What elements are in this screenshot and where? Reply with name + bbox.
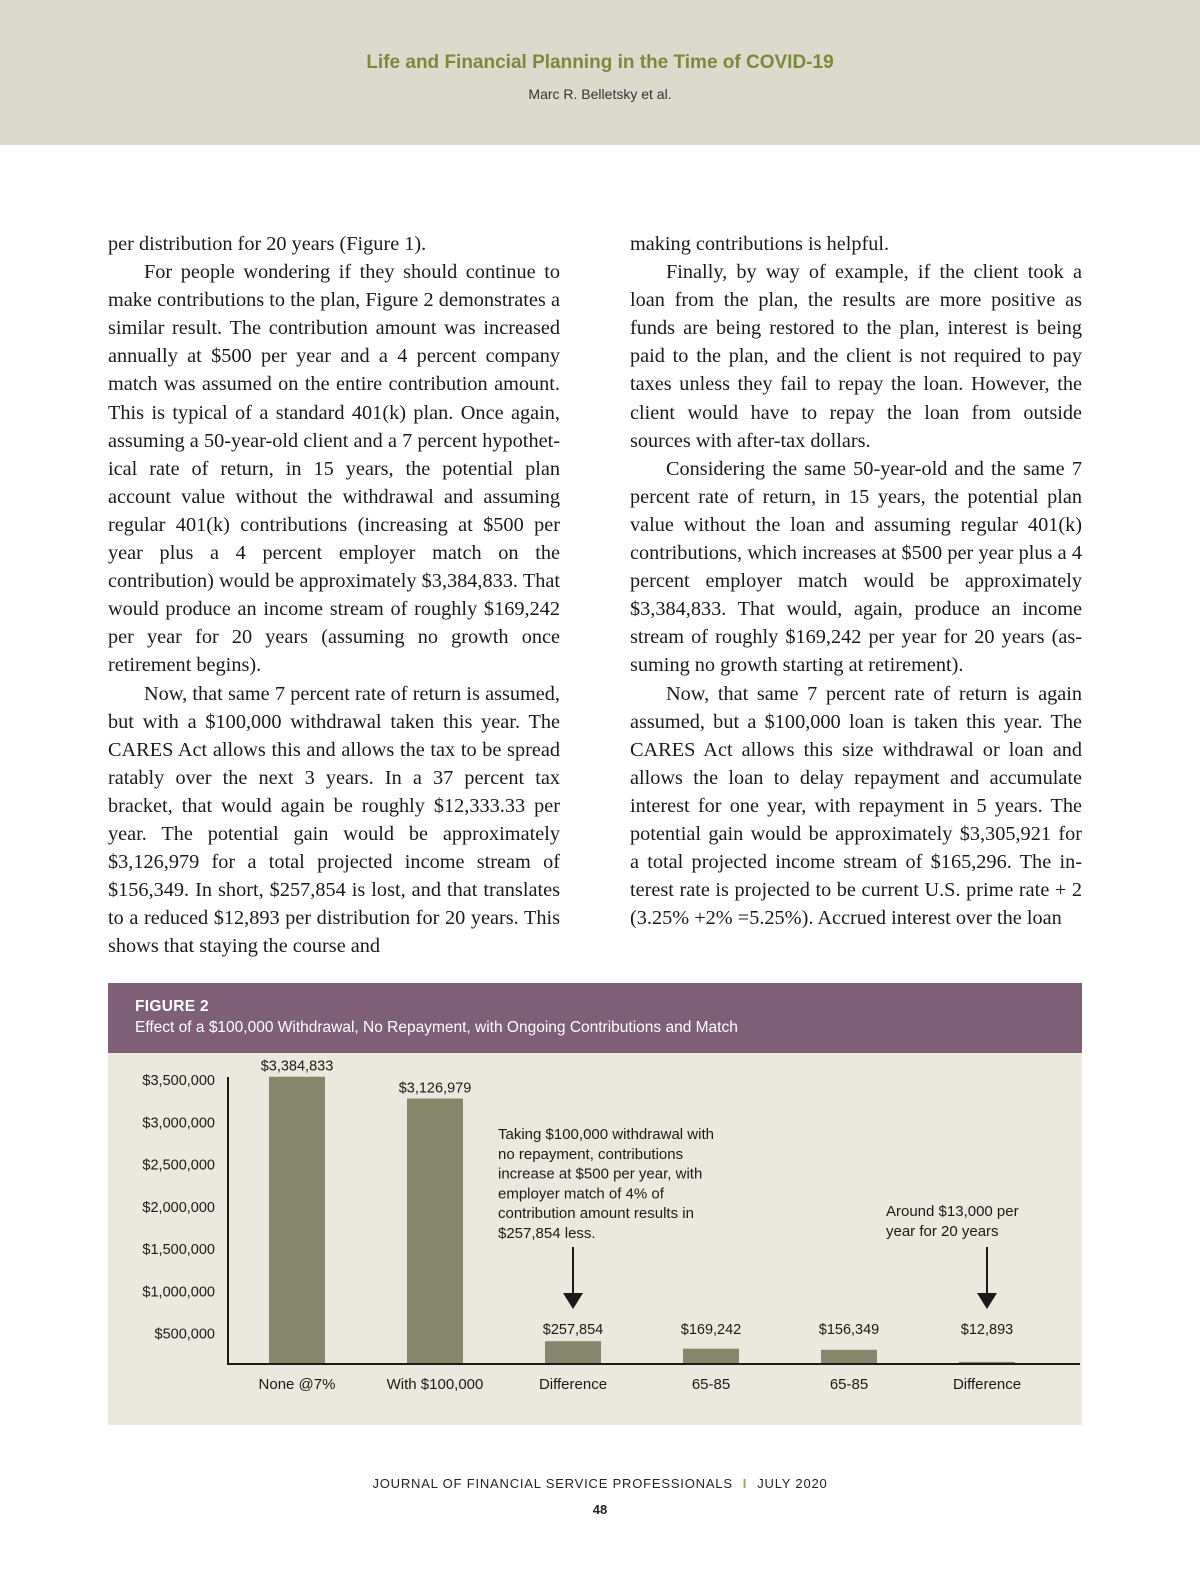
y-tick-label: $500,000 (154, 1326, 215, 1343)
figure-2 (108, 983, 1082, 1425)
bar (545, 1341, 601, 1363)
bar-chart (108, 983, 1082, 1425)
footer-separator: I (742, 1476, 748, 1491)
paragraph: Now, that same 7 percent rate of return is again assumed, but a $100,000 loan is taken this year. The CARES Act allows this size withdrawal or loan and allows the loan to delay repayment and accumulate interest for one year, with repayment in 5 years. The potential gain would be approximately $3,305,921 for a total projected income stream of $165,296. The interest rate is projected to be current U.S. prime rate + 2 (3.25% +2% =5.25%). Accrued interest over the loan (630, 682, 1082, 930)
paragraph: per distribution for 20 years (Figure 1). (108, 233, 427, 255)
y-tick-label: $3,500,000 (142, 1073, 215, 1089)
data-label: $169,242 (680, 1322, 742, 1338)
data-label: $156,349 (818, 1322, 880, 1338)
y-tick-label: $2,500,000 (142, 1157, 215, 1174)
running-authors: Marc R. Belletsky et al. (528, 86, 672, 102)
annotation-text: Around $13,000 per year for 20 years (886, 1203, 1019, 1240)
x-tick-label: With $100,000 (386, 1376, 484, 1393)
page-number: 48 (592, 1502, 608, 1517)
x-tick-label: Difference (538, 1376, 608, 1393)
paragraph: Finally, by way of example, if the client took a loan from the plan, the results are more positive as funds are being restored to the plan, interest is being paid to the plan, and the client is not required to pay taxes unless they fail to repay the loan. However, the client would have to repay the loan from outside sources with after-tax dollars. (630, 261, 1082, 452)
paragraph: Considering the same 50-year-old and the same 7 percent rate of return, in 15 years, the potential plan value without the loan and assuming regular 401(k) contributions, which increases at $500 per year plus a 4 percent employer match would be approximately $3,384,833. That would, again, produce an income stream of roughly $169,242 per year for 20 years (assuming no growth starting at retirement). (630, 457, 1082, 677)
data-label: $12,893 (960, 1322, 1014, 1338)
x-tick-label: 65-85 (691, 1376, 731, 1393)
footer-journal (0, 1476, 1200, 1491)
paragraph: Now, that same 7 percent rate of return is assumed, but with a $100,000 withdrawal taken this year. The CARES Act allows this and allows the tax to be spread ratably over the next 3 years. In a 37 percent tax bracket, that would again be roughly $12,333.33 per year. The potential gain would be approximately $3,126,979 for a total projected income stream of $156,349. In short, $257,854 is lost, and that translates to a reduced $12,893 per distribution for 20 years. This shows that staying the course and (108, 682, 560, 958)
paragraph: For people wondering if they should continue to make contributions to the plan, Figure 2 demonstrates a similar result. The contribution amount was increased annually at $500 per year and a 4 percent company match was assumed on the entire contribution amount. This is typical of a standard 401(k) plan. Once again, assuming a 50-year-old client and a 7 percent hypothetical rate of return, in 15 years, the potential plan account value without the withdrawal and assuming regular 401(k) contributions (increasing at $500 per year plus a 4 percent employer match on the contribution) would be approximately $3,384,833. That would produce an income stream of roughly $169,242 per year for 20 years (assuming no growth once retirement begins). (108, 261, 560, 677)
bar (683, 1349, 739, 1363)
x-tick-label: None @7% (258, 1376, 336, 1393)
data-label: $3,126,979 (398, 1080, 472, 1097)
journal-name: JOURNAL OF FINANCIAL SERVICE PROFESSIONALS (372, 1476, 733, 1491)
annotation-text: Taking $100,000 withdrawal with no repayment, contributions increase at $500 per year, with employer match of 4% of contribution amount results in $257,854 less. (498, 1126, 714, 1242)
right-column (630, 230, 1082, 932)
annotation-arrow-head (977, 1293, 997, 1309)
y-tick-label: $2,000,000 (142, 1199, 215, 1216)
running-title: Life and Financial Planning in the Time of COVID-19 (366, 52, 834, 73)
y-tick-label: $3,000,000 (142, 1115, 215, 1132)
left-column (108, 230, 560, 960)
bar (269, 1077, 325, 1363)
data-label: $257,854 (542, 1322, 604, 1338)
running-header (0, 0, 1200, 145)
y-tick-label: $1,500,000 (142, 1242, 215, 1259)
annotation-arrow-head (563, 1293, 583, 1309)
x-tick-label: Difference (952, 1376, 1022, 1393)
paragraph: making contributions is helpful. (630, 233, 890, 255)
x-tick-label: 65-85 (829, 1376, 869, 1393)
figure-label: FIGURE 2 (135, 998, 209, 1015)
bar (407, 1099, 463, 1363)
y-tick-label: $1,000,000 (142, 1284, 215, 1301)
bar (821, 1350, 877, 1363)
data-label: $3,384,833 (260, 1058, 334, 1075)
issue-date: JULY 2020 (757, 1476, 828, 1491)
figure-caption: Effect of a $100,000 Withdrawal, No Repayment, with Ongoing Contributions and Match (135, 1019, 738, 1036)
